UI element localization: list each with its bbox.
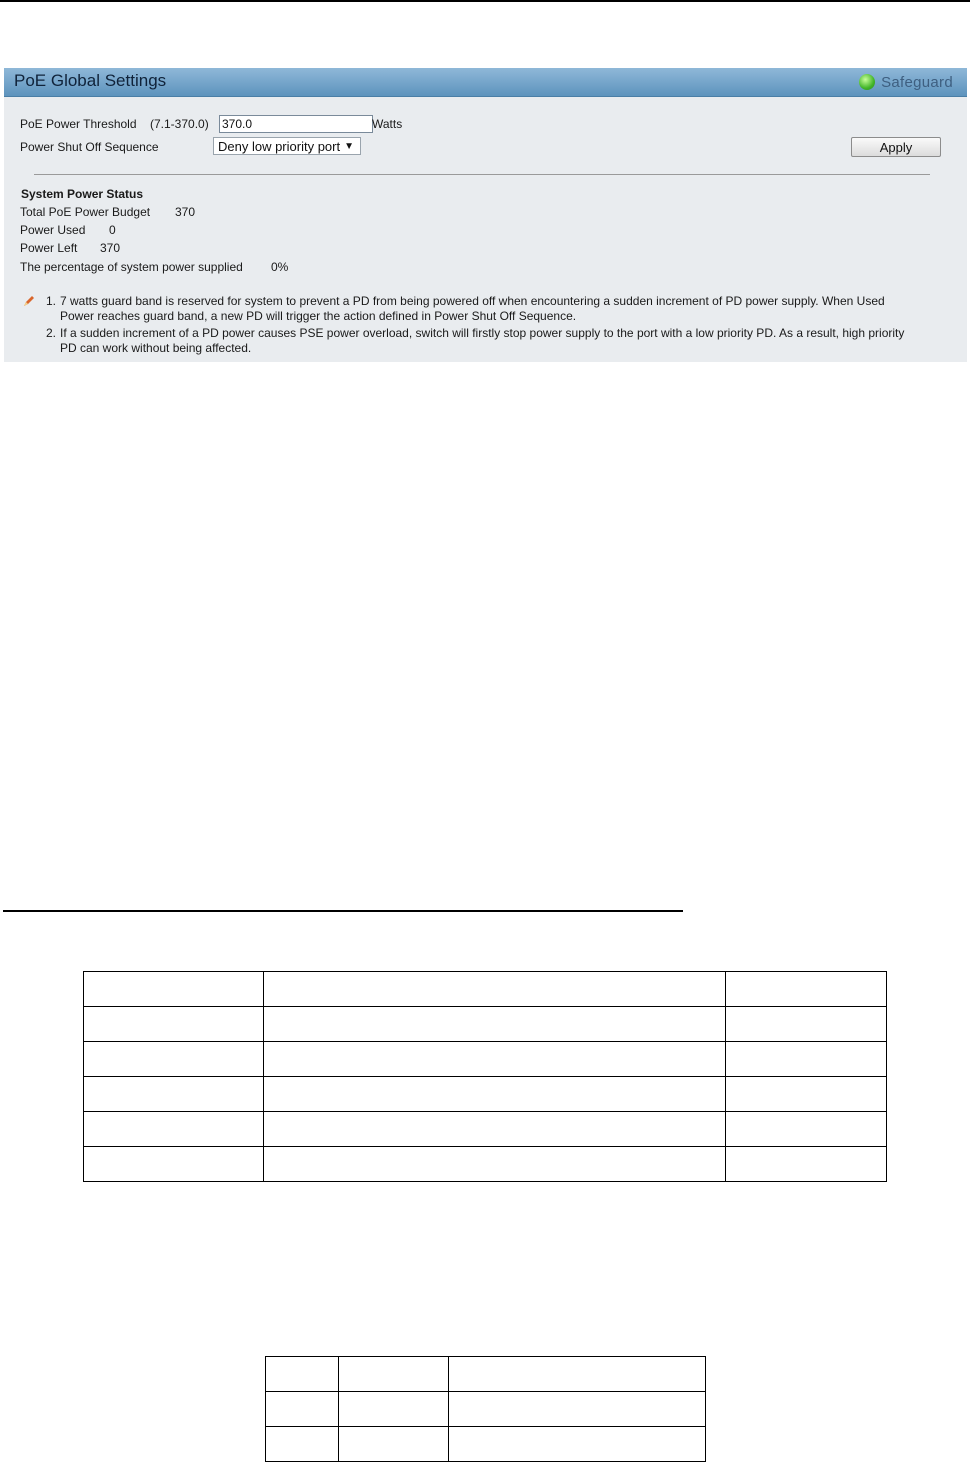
note-number: 1. xyxy=(46,294,57,308)
table-row xyxy=(266,1427,706,1462)
safeguard-indicator[interactable] xyxy=(859,73,953,91)
table-row xyxy=(84,1007,887,1042)
top-rule xyxy=(0,0,970,2)
shutoff-sequence-select[interactable] xyxy=(213,137,361,155)
table-cell xyxy=(263,1007,725,1042)
table-cell xyxy=(263,1042,725,1077)
panel-title: PoE Global Settings xyxy=(14,71,167,90)
table-cell xyxy=(263,1112,725,1147)
apply-button[interactable]: Apply xyxy=(851,137,941,157)
table-cell xyxy=(726,1077,887,1112)
power-used-value: 0 xyxy=(109,223,116,237)
table-row xyxy=(84,1147,887,1182)
note-item xyxy=(46,294,936,324)
poe-global-settings-panel xyxy=(4,68,967,362)
total-budget-value: 370 xyxy=(175,205,196,219)
table-cell xyxy=(263,972,725,1007)
note-text-line: 7 watts guard band is reserved for system to prevent a PD from being powered off when encountering a sudden increment of PD power supply. When Used xyxy=(60,294,885,308)
section-rule xyxy=(3,910,683,912)
shutoff-sequence-label: Power Shut Off Sequence xyxy=(20,140,159,154)
table-cell xyxy=(338,1357,448,1392)
divider xyxy=(34,174,930,175)
table-cell xyxy=(266,1392,339,1427)
empty-table-small xyxy=(265,1356,706,1462)
note-item xyxy=(46,326,936,356)
table-cell xyxy=(263,1077,725,1112)
table-cell xyxy=(266,1427,339,1462)
note-text-line: Power reaches guard band, a new PD will trigger the action defined in Power Shut Off Sequence. xyxy=(60,309,577,323)
percentage-label: The percentage of system power supplied xyxy=(20,260,243,274)
power-left-label: Power Left xyxy=(20,241,78,255)
table-row xyxy=(84,972,887,1007)
power-used-label: Power Used xyxy=(20,223,86,237)
safeguard-label: Safeguard xyxy=(881,73,953,91)
table-cell xyxy=(266,1357,339,1392)
table-cell xyxy=(84,1077,264,1112)
table-cell xyxy=(726,1112,887,1147)
table-cell xyxy=(338,1427,448,1462)
table-cell xyxy=(84,1147,264,1182)
table-row xyxy=(266,1392,706,1427)
power-left-value: 370 xyxy=(100,241,121,255)
note-text-line: PD can work without being affected. xyxy=(60,341,252,355)
table-row xyxy=(84,1112,887,1147)
shutoff-sequence-value: Deny low priority port xyxy=(218,138,341,154)
table-cell xyxy=(84,972,264,1007)
empty-table-large xyxy=(83,971,887,1182)
table-cell xyxy=(84,1112,264,1147)
percentage-value: 0% xyxy=(271,260,289,274)
threshold-label: PoE Power Threshold xyxy=(20,117,137,131)
note-number: 2. xyxy=(46,326,57,340)
table-cell xyxy=(726,972,887,1007)
note-text-line: If a sudden increment of a PD power causes PSE power overload, switch will firstly stop power supply to the port with a low priority PD. As a result, high priority xyxy=(60,326,905,340)
panel-header xyxy=(4,68,967,97)
table-cell xyxy=(448,1357,705,1392)
table-cell xyxy=(448,1427,705,1462)
table-row xyxy=(84,1042,887,1077)
table-cell xyxy=(726,1007,887,1042)
table-row xyxy=(266,1357,706,1392)
table-cell xyxy=(84,1007,264,1042)
system-power-status-heading: System Power Status xyxy=(21,187,144,201)
table-cell xyxy=(726,1042,887,1077)
threshold-unit: Watts xyxy=(372,117,403,131)
dropdown-arrow-icon: ▼ xyxy=(344,140,355,152)
table-cell xyxy=(338,1392,448,1427)
table-row xyxy=(84,1077,887,1112)
table-cell xyxy=(263,1147,725,1182)
total-budget-label: Total PoE Power Budget xyxy=(20,205,151,219)
pencil-icon xyxy=(22,294,36,308)
table-cell xyxy=(448,1392,705,1427)
safeguard-status-icon xyxy=(859,74,875,90)
table-cell xyxy=(726,1147,887,1182)
threshold-range: (7.1-370.0) xyxy=(150,117,209,131)
threshold-input[interactable] xyxy=(219,115,373,133)
table-cell xyxy=(84,1042,264,1077)
